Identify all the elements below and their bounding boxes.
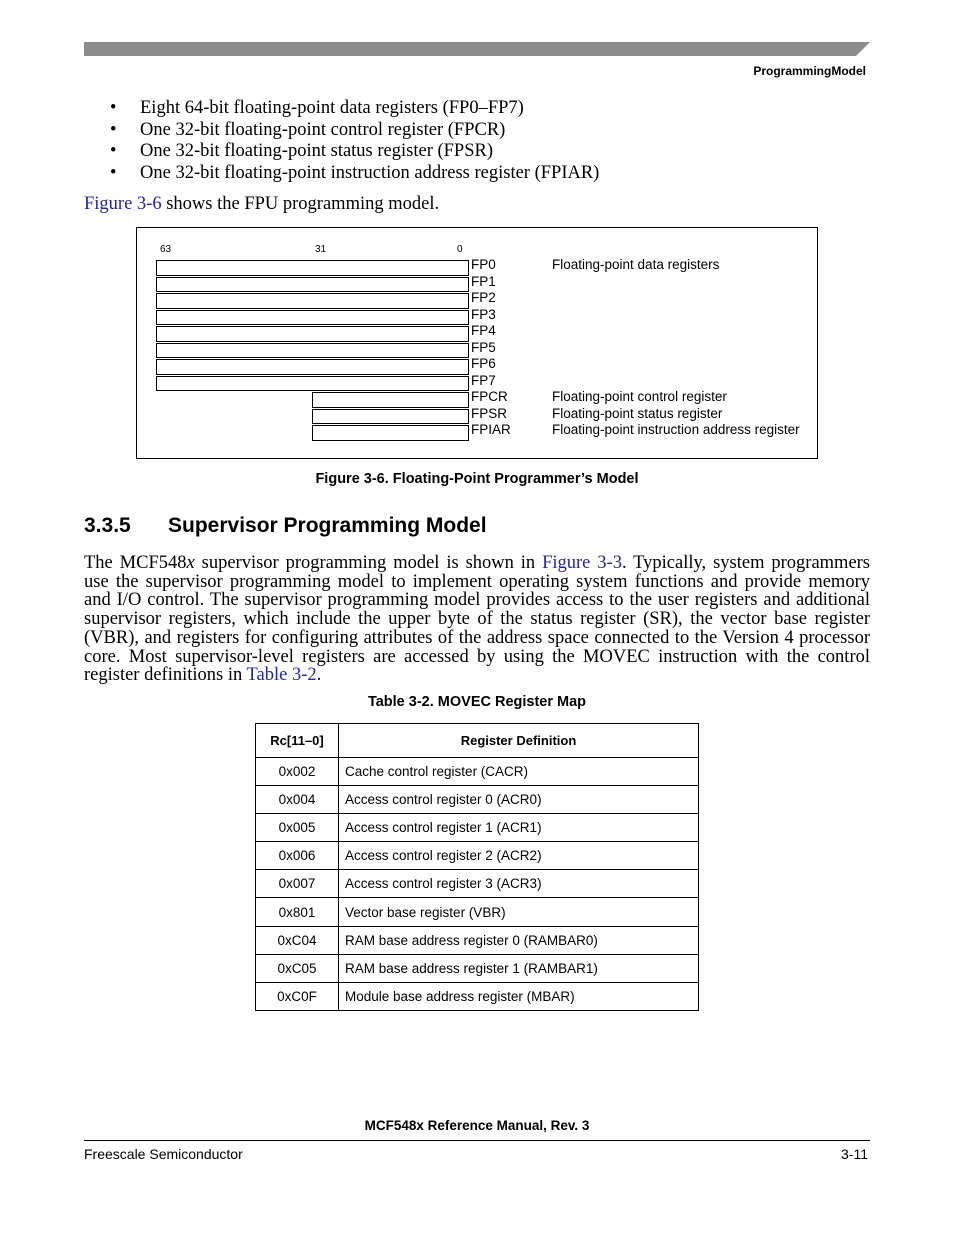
table-row	[256, 870, 699, 898]
register-definition: Module base address register (MBAR)	[339, 982, 699, 1010]
register-name: FPCR	[471, 389, 508, 404]
register-name: FP0	[471, 257, 496, 272]
bit-label-63: 63	[160, 244, 172, 255]
register-definition: Access control register 0 (ACR0)	[339, 786, 699, 814]
register-description: Floating-point instruction address register	[552, 422, 800, 437]
register-definition: RAM base address register 1 (RAMBAR1)	[339, 954, 699, 982]
register-name: FP1	[471, 273, 496, 289]
register-definition: Access control register 1 (ACR1)	[339, 814, 699, 842]
fpu-programming-model-figure	[136, 227, 818, 459]
fpu-intro-text: Figure 3-6 shows the FPU programming model.	[84, 194, 440, 214]
rc-code: 0xC05	[256, 954, 339, 982]
column-header: Rc[11–0]	[256, 724, 339, 758]
table-row	[256, 982, 699, 1010]
fpcr-register-box	[312, 392, 469, 408]
rc-code: 0x801	[256, 898, 339, 926]
table-3-2-link[interactable]: Table 3-2	[246, 665, 317, 686]
fp7-register-box	[156, 376, 469, 392]
rc-code: 0x006	[256, 842, 339, 870]
rc-code: 0x002	[256, 758, 339, 786]
table-title: Table 3-2. MOVEC Register Map	[367, 694, 587, 710]
register-definition: Access control register 3 (ACR3)	[339, 870, 699, 898]
body-paragraph: The MCF548x supervisor programming model is shown in Figure 3-3. Typically, system programmers use the supervisor programming model to implement operating system functions and provide memory and I/O control. The supervisor programming model provides access to the user registers and additional supervisor registers, which include the upper byte of the status register (SR), the vector base register (VBR), and registers for configuring attributes of the address space connected to the Version 4 processor core. Most supervisor-level registers are accessed by using the MOVEC instruction with the control register definitions in Table 3-2.	[84, 553, 871, 686]
header-bar	[84, 42, 870, 56]
register-name: FP6	[471, 356, 496, 371]
fpiar-register-box	[312, 425, 469, 441]
fp1-register-box	[156, 277, 469, 293]
figure-3-6-link[interactable]: Figure 3-6	[84, 194, 162, 214]
fp6-register-box	[156, 359, 469, 375]
footer-manual-title: MCF548x Reference Manual, Rev. 3	[364, 1118, 590, 1133]
fp5-register-box	[156, 343, 469, 359]
table-row	[256, 926, 699, 954]
register-name: FPIAR	[471, 422, 511, 437]
table-row	[256, 842, 699, 870]
table-header-row	[256, 724, 699, 758]
register-name: FP2	[471, 290, 496, 305]
register-description: Floating-point control register	[552, 389, 727, 404]
register-description: Floating-point status register	[552, 405, 723, 421]
fp2-register-box	[156, 293, 469, 309]
rc-code: 0xC0F	[256, 982, 339, 1010]
table-row	[256, 954, 699, 982]
footer-company: Freescale Semiconductor	[84, 1146, 243, 1162]
register-definition: RAM base address register 0 (RAMBAR0)	[339, 926, 699, 954]
fp0-register-box	[156, 260, 469, 276]
fp4-register-box	[156, 326, 469, 342]
table-row	[256, 786, 699, 814]
movec-register-table	[255, 723, 699, 1011]
register-name: FPSR	[471, 405, 508, 421]
register-name: FP7	[471, 372, 496, 388]
list-item: • One 32-bit floating-point instruction address register (FPIAR)	[110, 163, 600, 184]
register-definition: Access control register 2 (ACR2)	[339, 842, 699, 870]
table-row	[256, 758, 699, 786]
table-row	[256, 898, 699, 926]
register-name: FP5	[471, 339, 496, 355]
bit-label-31: 31	[315, 244, 327, 255]
register-definition: Cache control register (CACR)	[339, 758, 699, 786]
fpu-register-list	[110, 98, 599, 185]
rc-code: 0x004	[256, 786, 339, 814]
figure-3-3-link[interactable]: Figure 3-3	[542, 553, 622, 573]
page-number: 3-11	[841, 1146, 868, 1162]
footer-divider	[84, 1140, 870, 1141]
section-number: 3.3.5	[84, 514, 131, 537]
column-header: Register Definition	[339, 724, 699, 758]
figure-caption: Figure 3-6. Floating-Point Programmer’s Model	[315, 471, 639, 487]
list-item: • One 32-bit floating-point control register (FPCR)	[110, 119, 506, 140]
register-definition: Vector base register (VBR)	[339, 898, 699, 926]
list-item: • One 32-bit floating-point status register (FPSR)	[110, 141, 494, 162]
fp3-register-box	[156, 310, 469, 326]
register-description: Floating-point data registers	[552, 257, 720, 272]
register-name: FP3	[471, 306, 496, 322]
register-name: FP4	[471, 323, 496, 338]
list-item: • Eight 64-bit floating-point data registers (FP0–FP7)	[110, 98, 524, 118]
table-row	[256, 814, 699, 842]
running-header: ProgrammingModel	[753, 64, 866, 78]
rc-code: 0x007	[256, 870, 339, 898]
bit-label-0: 0	[457, 244, 463, 255]
rc-code: 0xC04	[256, 926, 339, 954]
fpsr-register-box	[312, 409, 469, 425]
section-title: Supervisor Programming Model	[168, 514, 487, 537]
rc-code: 0x005	[256, 814, 339, 842]
